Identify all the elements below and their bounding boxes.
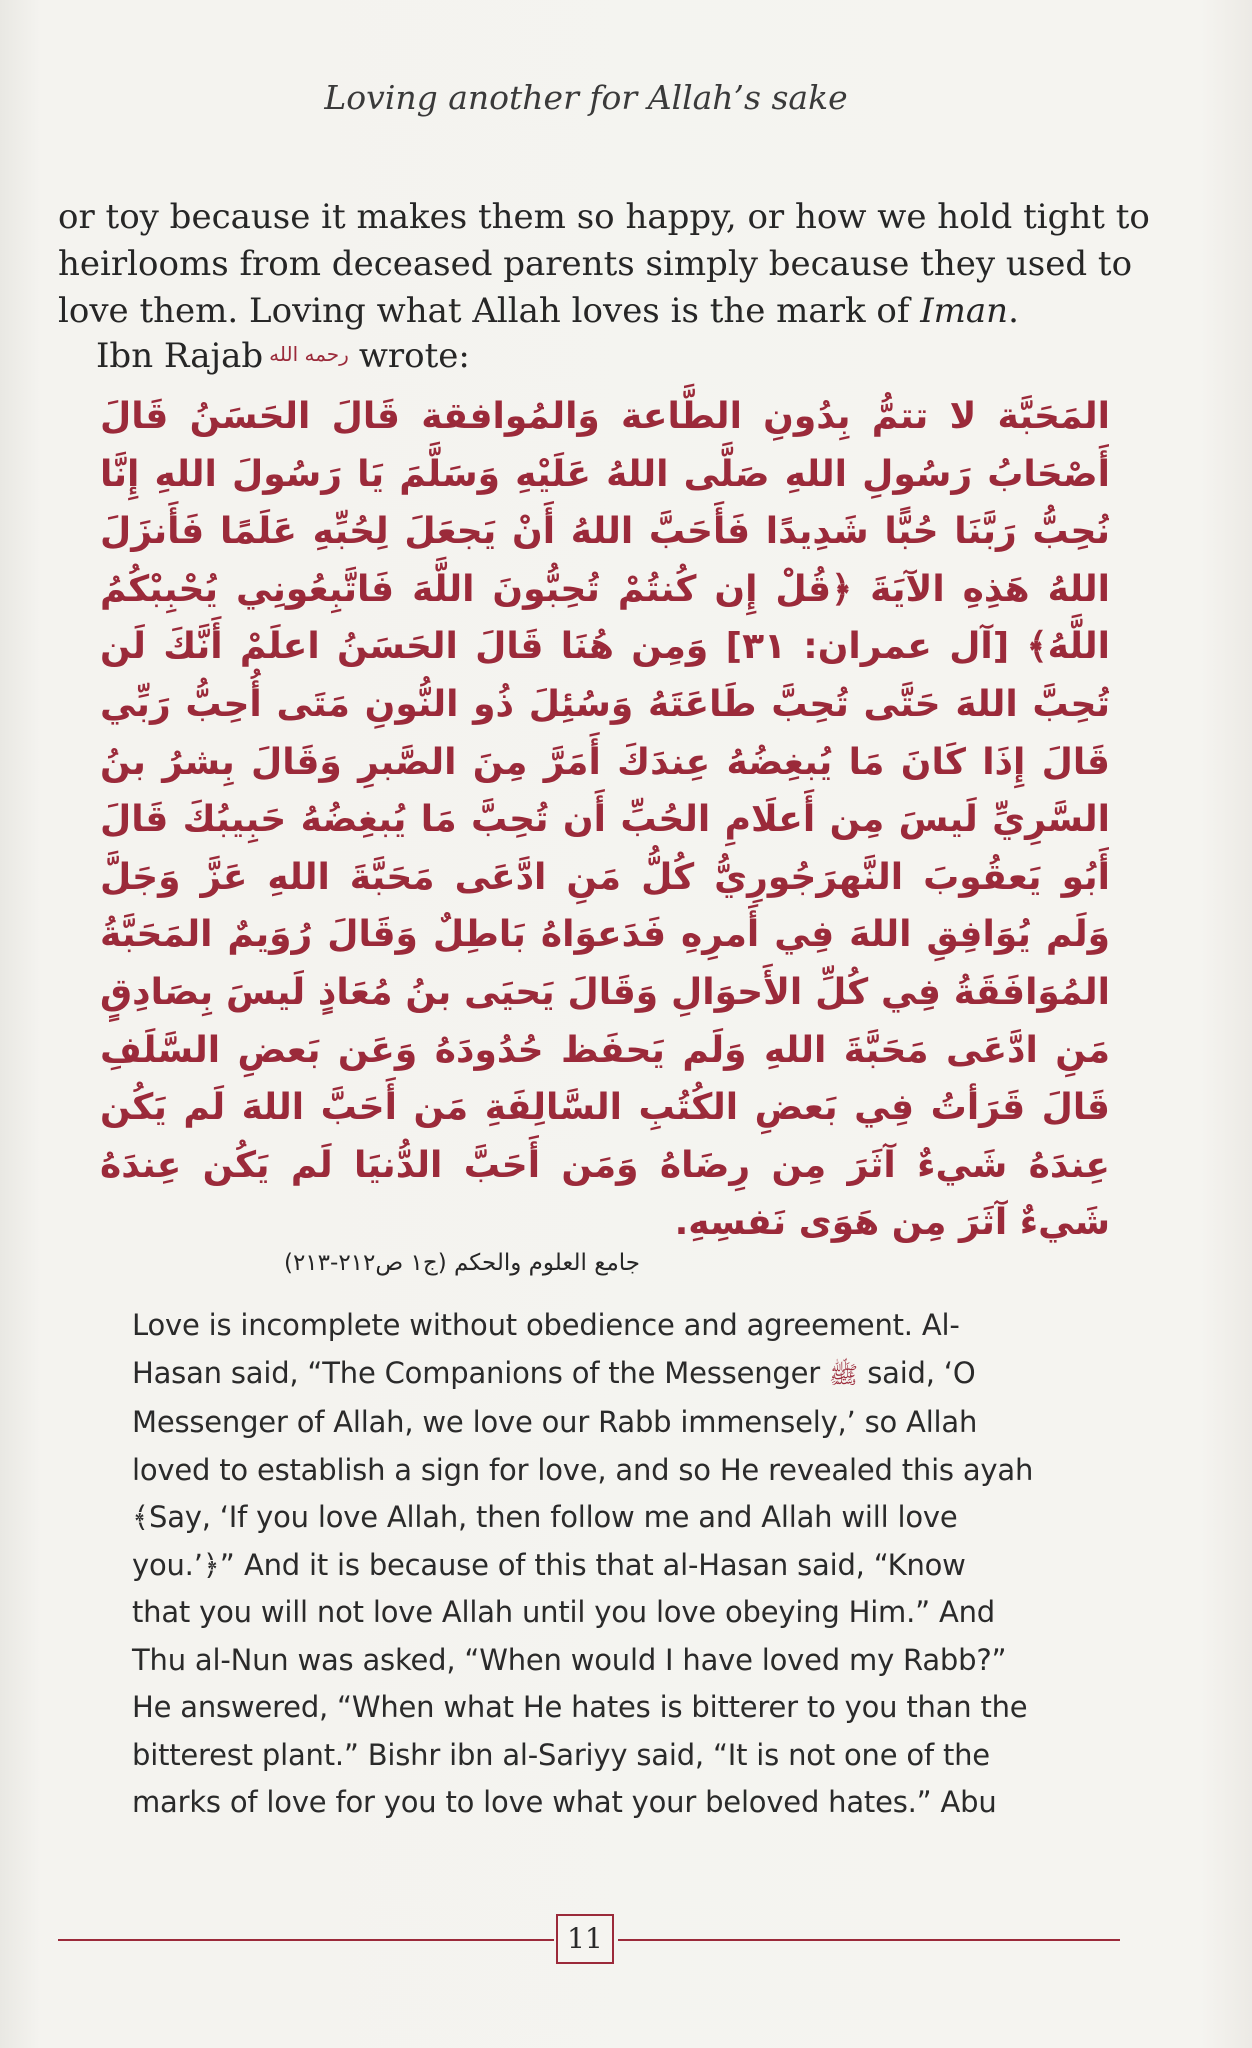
translation-text: Hasan said, “The Companions of the Messenger <box>132 1355 829 1390</box>
running-title: Loving another for Allah’s sake <box>324 78 848 117</box>
honorific-mark: رحمه الله <box>269 342 349 366</box>
intro-line-punct: . <box>1008 291 1019 331</box>
translation-line: you.’﴿” And it is because of this that al-Hasan said, “Know <box>132 1547 966 1582</box>
intro-line <box>58 288 1118 335</box>
translation-line: loved to establish a sign for love, and so He revealed this ayah <box>132 1452 1034 1487</box>
salutation-symbol: ﷺ <box>829 1360 858 1389</box>
arabic-quote: المَحَبَّة لا تتمُّ بِدُونِ الطَّاعة وَالمُوافقة قَالَ الحَسَنُ قَالَ أَصْحَابُ رَسُولِ اللهِ صَلَّى اللهُ عَلَيْهِ وَسَلَّمَ يَا رَسُولَ اللهِ إِنَّا نُحِبُّ رَبَّنَا حُبًّا شَدِيدًا فَأَحَبَّ اللهُ أَنْ يَجعَلَ لِحُبِّهِ عَلَمًا فَأَنزَلَ اللهُ هَذِهِ الآيَةَ ﴿قُلْ إِن كُنتُمْ تُحِبُّونَ اللَّهَ فَاتَّبِعُونِي يُحْبِبْكُمُ اللَّهُ﴾ [آل عمران: ٣١] وَمِن هُنَا قَالَ الحَسَنُ اعلَمْ أَنَّكَ لَن تُحِبَّ اللهَ حَتَّى تُحِبَّ طَاعَتَهُ وَسُئِلَ ذُو النُّونِ مَتَى أُحِبُّ رَبِّي قَالَ إِذَا كَانَ مَا يُبغِضُهُ عِندَكَ أَمَرَّ مِنَ الصَّبرِ وَقَالَ بِشرُ بنُ السَّرِيِّ لَيسَ مِن أَعلَامِ الحُبِّ أَن تُحِبَّ مَا يُبغِضُهُ حَبِيبُكَ قَالَ أَبُو يَعقُوبَ النَّهرَجُورِيُّ كُلُّ مَنِ ادَّعَى مَحَبَّةَ اللهِ عَزَّ وَجَلَّ وَلَم يُوَافِقِ اللهَ فِي أَمرِهِ فَدَعوَاهُ بَاطِلٌ وَقَالَ رُوَيمٌ المَحَبَّةُ المُوَافَقَةُ فِي كُلِّ الأَحوَالِ وَقَالَ يَحيَى بنُ مُعَاذٍ لَيسَ بِصَادِقٍ مَنِ ادَّعَى مَحَبَّةَ اللهِ وَلَم يَحفَظ حُدُودَهُ وَعَن بَعضِ السَّلَفِ قَالَ قَرَأتُ فِي بَعضِ الكُتُبِ السَّالِفَةِ مَن أَحَبَّ اللهَ لَم يَكُن عِندَهُ شَيءٌ آثَرَ مِن رِضَاهُ وَمَن أَحَبَّ الدُّنيَا لَم يَكُن عِندَهُ شَيءٌ آثَرَ مِن هَوَى نَفسِهِ. <box>100 396 1110 1244</box>
intro-line: heirlooms from deceased parents simply because they used to <box>58 244 1133 284</box>
translation-line: ﴾Say, ‘If you love Allah, then follow me and Allah will love <box>132 1500 958 1534</box>
translation-line: He answered, “When what He hates is bitterer to you than the <box>132 1690 1028 1724</box>
page-number: 11 <box>556 1914 614 1964</box>
translation-line: Thu al-Nun was asked, “When would I have loved my Rabb?” <box>132 1642 1007 1677</box>
intro-line-text: love them. Loving what Allah loves is the mark of <box>58 291 921 331</box>
translation-paragraph <box>132 1302 1132 1827</box>
author-line <box>96 331 1156 380</box>
intro-paragraph <box>58 194 1150 335</box>
footer-rule-right <box>618 1939 1120 1941</box>
author-verb: wrote: <box>358 336 470 376</box>
source-citation: جامع العلوم والحكم (ج١ ص٢١٢-٢١٣) <box>283 1250 640 1276</box>
author-name: Ibn Rajab <box>96 336 264 376</box>
translation-line: bitterest plant.” Bishr ibn al-Sariyy said, “It is not one of the <box>132 1737 990 1772</box>
translation-line: that you will not love Allah until you love obeying Him.” And <box>132 1595 995 1629</box>
translation-line: Messenger of Allah, we love our Rabb immensely,’ so Allah <box>132 1405 978 1439</box>
translation-line: Love is incomplete without obedience and agreement. Al- <box>132 1308 960 1342</box>
footer-rule-left <box>58 1939 554 1941</box>
translation-text: said, ‘O <box>858 1355 976 1390</box>
translation-line: marks of love for you to love what your beloved hates.” Abu <box>132 1785 997 1819</box>
intro-line: or toy because it makes them so happy, or how we hold tight to <box>58 197 1150 237</box>
translation-line <box>132 1350 1132 1400</box>
iman-term: Iman <box>920 291 1009 331</box>
